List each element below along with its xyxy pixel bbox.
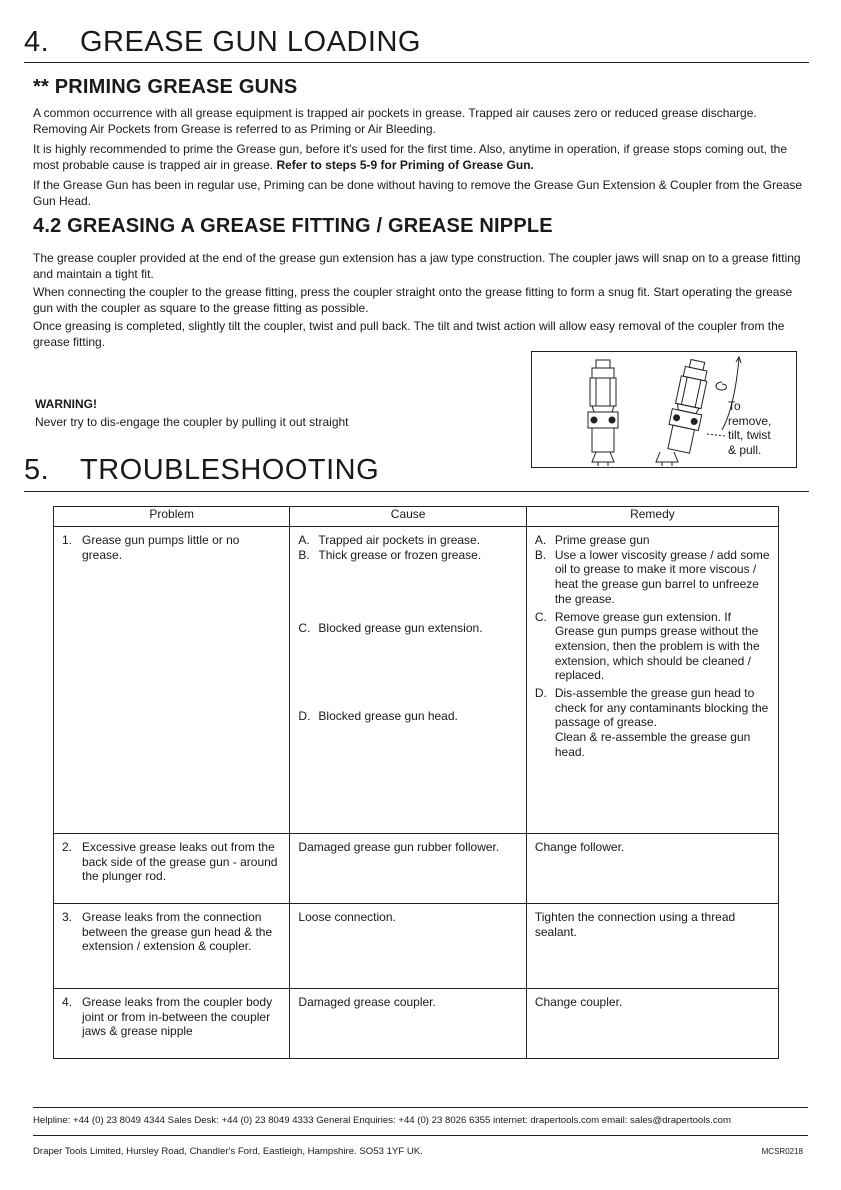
- footer-contact-line: Helpline: +44 (0) 23 8049 4344 Sales Desk: +44 (0) 23 8049 4333 General Enquiries: +44 (0) 23 8026 6355 internet: drapertools.com email: sales@drapertools.com: [33, 1115, 731, 1126]
- section-title: TROUBLESHOOTING: [80, 454, 380, 486]
- warning-title: WARNING!: [35, 397, 97, 411]
- figure-caption: [728, 399, 771, 457]
- troubleshooting-table: [53, 506, 779, 1059]
- cause-text: Trapped air pockets in grease.: [318, 533, 481, 547]
- remedy-text: Remove grease gun extension. If Grease gun pumps grease without the extension, then the problem is with the extension, which should be cleaned / replaced.: [554, 609, 760, 683]
- section-title: GREASE GUN LOADING: [80, 26, 421, 58]
- remedy-label: A.: [534, 533, 547, 547]
- section-number: 5.: [24, 454, 50, 486]
- document-code: MCSR0218: [761, 1147, 803, 1156]
- remedy-text: Dis-assemble the grease gun head to check for any contaminants blocking the passage of grease.: [554, 686, 769, 730]
- priming-paragraph-2: [33, 141, 813, 173]
- column-header-problem: Problem: [54, 507, 290, 527]
- section-rule: [24, 62, 809, 63]
- table-header-row: [54, 507, 779, 527]
- cause-label: D.: [298, 709, 311, 724]
- footer-rule: [33, 1135, 808, 1136]
- problem-number: 1.: [62, 533, 73, 547]
- priming-paragraph-1: A common occurrence with all grease equipment is trapped air pockets in grease. Trapped air causes zero or reduced grease discharge. Removing Air Pockets from Grease is referred to as Priming or Air Bleeding.: [33, 106, 757, 136]
- table-row: [54, 527, 779, 834]
- table-row: [54, 904, 779, 989]
- cause-text: Blocked grease gun extension.: [318, 621, 483, 636]
- warning-text: Never try to dis-engage the coupler by pulling it out straight: [35, 415, 349, 429]
- problem-number: 3.: [62, 910, 73, 924]
- problem-cell: [54, 989, 290, 1059]
- table-row: [54, 989, 779, 1059]
- caption-line: & pull.: [728, 442, 762, 457]
- remedy-label: D.: [534, 686, 547, 701]
- column-header-remedy: Remedy: [526, 507, 778, 527]
- greasing-heading: 4.2 GREASING A GREASE FITTING / GREASE NIPPLE: [33, 215, 553, 237]
- cause-text: Damaged grease gun rubber follower.: [298, 840, 500, 854]
- problem-cell: [54, 834, 290, 904]
- problem-text: Excessive grease leaks out from the back side of the grease gun - around the plunger rod.: [82, 840, 278, 884]
- remedy-cell: [526, 904, 778, 989]
- remedy-text: Change follower.: [534, 840, 625, 854]
- caption-line: tilt, twist: [728, 428, 771, 442]
- column-header-cause: Cause: [290, 507, 526, 527]
- priming-steps-reference: Refer to steps 5-9 for Priming of Grease Gun.: [276, 158, 534, 172]
- priming-heading: ** PRIMING GREASE GUNS: [33, 76, 298, 98]
- cause-cell: [290, 904, 526, 989]
- remedy-text: Prime grease gun: [554, 533, 650, 547]
- cause-text: Loose connection.: [298, 910, 396, 924]
- cause-text: Thick grease or frozen grease.: [318, 547, 482, 562]
- coupler-removal-figure: [531, 351, 797, 468]
- greasing-paragraph-1: The grease coupler provided at the end of the grease gun extension has a jaw type construction. The coupler jaws will snap on to a grease fitting and maintain a tight fit.: [33, 251, 801, 281]
- remedy-cell: [526, 989, 778, 1059]
- cause-label: B.: [298, 547, 310, 562]
- remedy-label: C.: [534, 609, 547, 624]
- cause-text: Blocked grease gun head.: [318, 709, 458, 724]
- greasing-paragraph-3: Once greasing is completed, slightly tilt the coupler, twist and pull back. The tilt and twist action will allow easy removal of the coupler from the grease fitting.: [33, 319, 785, 349]
- remedy-label: B.: [534, 547, 547, 562]
- footer-address-line: Draper Tools Limited, Hursley Road, Chandler's Ford, Eastleigh, Hampshire. SO53 1YF UK.: [33, 1146, 423, 1157]
- problem-number: 2.: [62, 840, 73, 854]
- footer-rule: [33, 1107, 808, 1108]
- caption-line: remove,: [728, 413, 772, 428]
- problem-cell: [54, 527, 290, 834]
- section-5-heading: [24, 454, 379, 487]
- remedy-text: Clean & re-assemble the grease gun head.: [554, 730, 751, 759]
- cause-text: Damaged grease coupler.: [298, 995, 436, 1009]
- cause-label: C.: [298, 621, 311, 636]
- problem-number: 4.: [62, 995, 73, 1009]
- remedy-text: Use a lower viscosity grease / add some oil to grease to make it more viscous / heat the grease gun barrel to unfreeze the grease.: [554, 547, 770, 606]
- table-row: [54, 834, 779, 904]
- remedy-cell: [526, 834, 778, 904]
- remedy-text: Tighten the connection using a thread sealant.: [534, 910, 736, 939]
- section-4-heading: [24, 26, 421, 59]
- problem-text: Grease gun pumps little or no grease.: [82, 533, 240, 562]
- problem-text: Grease leaks from the coupler body joint or from in-between the coupler jaws & grease nipple: [82, 995, 273, 1039]
- section-rule: [24, 491, 809, 492]
- caption-line: To: [728, 399, 741, 413]
- priming-paragraph-2-text: It is highly recommended to prime the Grease gun, before it's used for the first time. Also, anytime in operation, if grease stops coming out, the most probable cause is trapped air in grease.: [33, 142, 788, 172]
- greasing-paragraph-2: When connecting the coupler to the grease fitting, press the coupler straight onto the grease fitting to form a snug fit. Start operating the grease gun with the coupler as square to the grease fitting as possible.: [33, 285, 793, 315]
- priming-paragraph-3: If the Grease Gun has been in regular use, Priming can be done without having to remove the Grease Gun Extension & Coupler from the Grease Gun Head.: [33, 178, 803, 208]
- section-number: 4.: [24, 26, 50, 58]
- cause-label: A.: [298, 533, 310, 547]
- remedy-text: Change coupler.: [534, 995, 623, 1009]
- problem-text: Grease leaks from the connection between the grease gun head & the extension / extension & coupler.: [82, 910, 273, 954]
- problem-cell: [54, 904, 290, 989]
- remedy-cell: [526, 527, 778, 834]
- cause-cell: [290, 989, 526, 1059]
- cause-cell: [290, 527, 526, 834]
- cause-cell: [290, 834, 526, 904]
